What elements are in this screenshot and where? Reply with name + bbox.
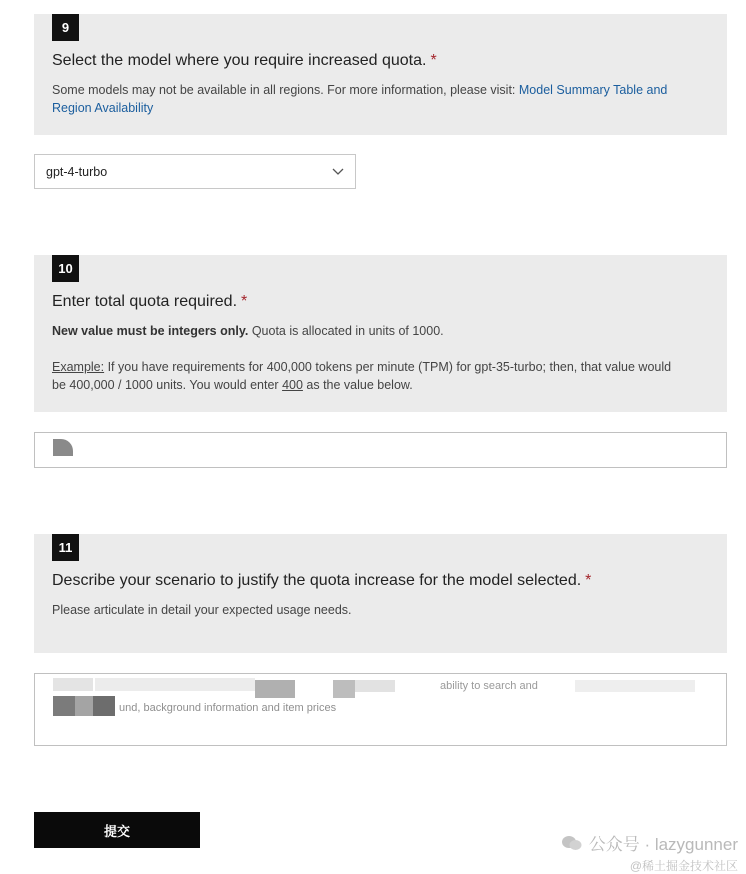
redacted-value	[53, 439, 73, 456]
question-title-text: Enter total quota required.	[52, 293, 238, 310]
region-availability-link[interactable]: Region Availability	[52, 101, 154, 115]
example-label: Example:	[52, 360, 105, 374]
watermark	[561, 830, 738, 874]
watermark-sub: @稀土掘金技术社区	[629, 859, 738, 873]
redacted-block	[355, 680, 395, 692]
required-mark: *	[585, 572, 592, 589]
example-value: 400	[282, 378, 303, 392]
watermark-main	[561, 830, 738, 855]
quota-rule-bold: New value must be integers only.	[52, 324, 249, 338]
question-title-text: Select the model where you require increased quota.	[52, 52, 427, 69]
question-description: Please articulate in detail your expected usage needs.	[52, 603, 352, 617]
answer-fragment: ability to search and	[440, 680, 538, 692]
quota-rule-text: Quota is allocated in units of 1000.	[248, 324, 444, 338]
question-10-panel	[34, 255, 727, 412]
redacted-block	[333, 680, 355, 698]
model-select-value: gpt-4-turbo	[46, 165, 108, 179]
chevron-down-icon	[331, 164, 345, 178]
watermark-main-text: 公众号 · lazygunner	[588, 835, 738, 854]
question-number: 11	[52, 534, 79, 561]
question-title-text: Describe your scenario to justify the quota increase for the model selected.	[52, 572, 582, 589]
scenario-textarea[interactable]	[34, 673, 727, 746]
redacted-block	[93, 696, 115, 716]
quota-example	[52, 358, 717, 394]
redacted-block	[53, 678, 93, 691]
submit-button[interactable]: 提交	[34, 812, 200, 848]
question-11-panel	[34, 534, 727, 653]
model-select[interactable]	[34, 154, 356, 189]
example-text-2: be 400,000 / 1000 units. You would enter	[52, 378, 283, 392]
question-9-panel	[34, 14, 727, 135]
required-mark: *	[430, 52, 437, 69]
redacted-block	[53, 696, 75, 716]
redacted-block	[255, 680, 295, 698]
wechat-icon	[561, 834, 583, 852]
answer-fragment: und, background information and item prices	[119, 702, 337, 714]
quota-rule	[52, 322, 444, 340]
description-text: Some models may not be available in all regions. For more information, please visit:	[52, 83, 519, 97]
example-text-3: as the value below.	[302, 378, 413, 392]
question-title	[52, 52, 437, 70]
redacted-block	[95, 678, 255, 691]
question-number: 10	[52, 255, 79, 282]
question-description	[52, 81, 712, 117]
quota-input[interactable]	[34, 432, 727, 468]
question-title	[52, 293, 247, 311]
redacted-block	[75, 696, 93, 716]
redacted-block	[575, 680, 695, 692]
question-number: 9	[52, 14, 79, 41]
question-title	[52, 572, 591, 590]
model-summary-link[interactable]: Model Summary Table and	[518, 83, 668, 97]
example-text-1: If you have requirements for 400,000 tokens per minute (TPM) for gpt-35-turbo; then, that value would	[104, 360, 672, 374]
required-mark: *	[241, 293, 248, 310]
